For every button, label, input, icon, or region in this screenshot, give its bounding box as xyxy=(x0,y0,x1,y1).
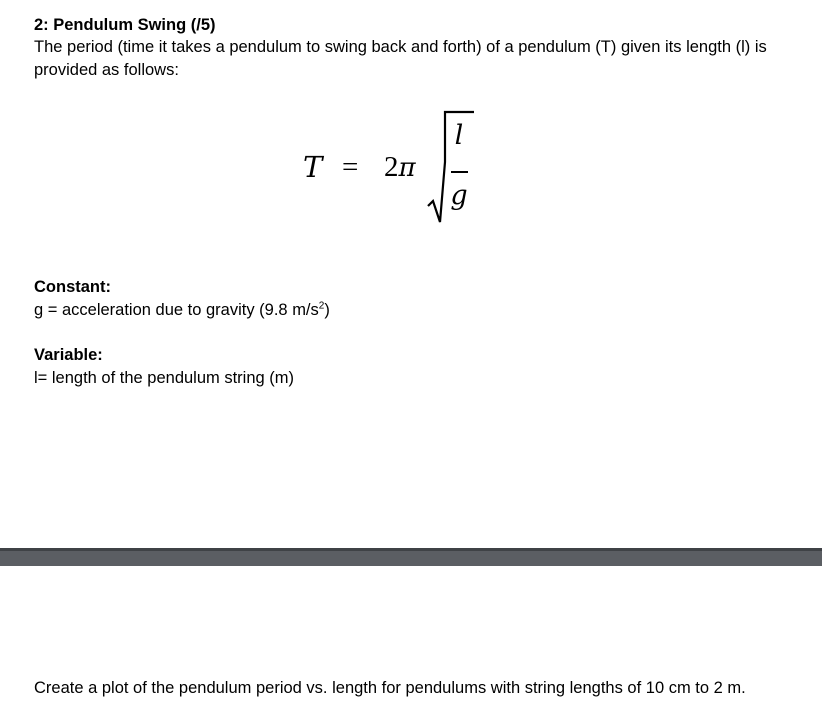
constant-text: g = acceleration due to gravity (9.8 m/s xyxy=(34,301,319,319)
constant-text-end: ) xyxy=(324,301,330,319)
page-divider-edge xyxy=(0,548,822,551)
square-root-sign xyxy=(300,100,500,230)
variable-description: l= length of the pendulum string (m) xyxy=(34,369,295,387)
constant-description xyxy=(34,299,330,321)
formula-numerator: l xyxy=(454,120,464,151)
variable-label: Variable: xyxy=(34,346,103,364)
constant-label: Constant: xyxy=(34,278,111,296)
pendulum-period-formula xyxy=(300,100,500,230)
question-heading: 2: Pendulum Swing (/5) xyxy=(34,16,216,34)
task-instruction: Create a plot of the pendulum period vs. length for pendulums with string lengths of 10 cm to 2 m. xyxy=(34,679,746,697)
formula-two: 2 xyxy=(384,151,399,183)
question-intro: The period (time it takes a pendulum to swing back and forth) of a pendulum (T) given its length (l) is provided as follows: xyxy=(34,38,767,79)
constant-superscript: 2 xyxy=(318,300,325,312)
formula-lhs: T xyxy=(303,150,323,184)
formula-pi: π xyxy=(398,153,416,183)
formula-equals: = xyxy=(342,151,359,183)
formula-denominator: g xyxy=(450,180,468,211)
